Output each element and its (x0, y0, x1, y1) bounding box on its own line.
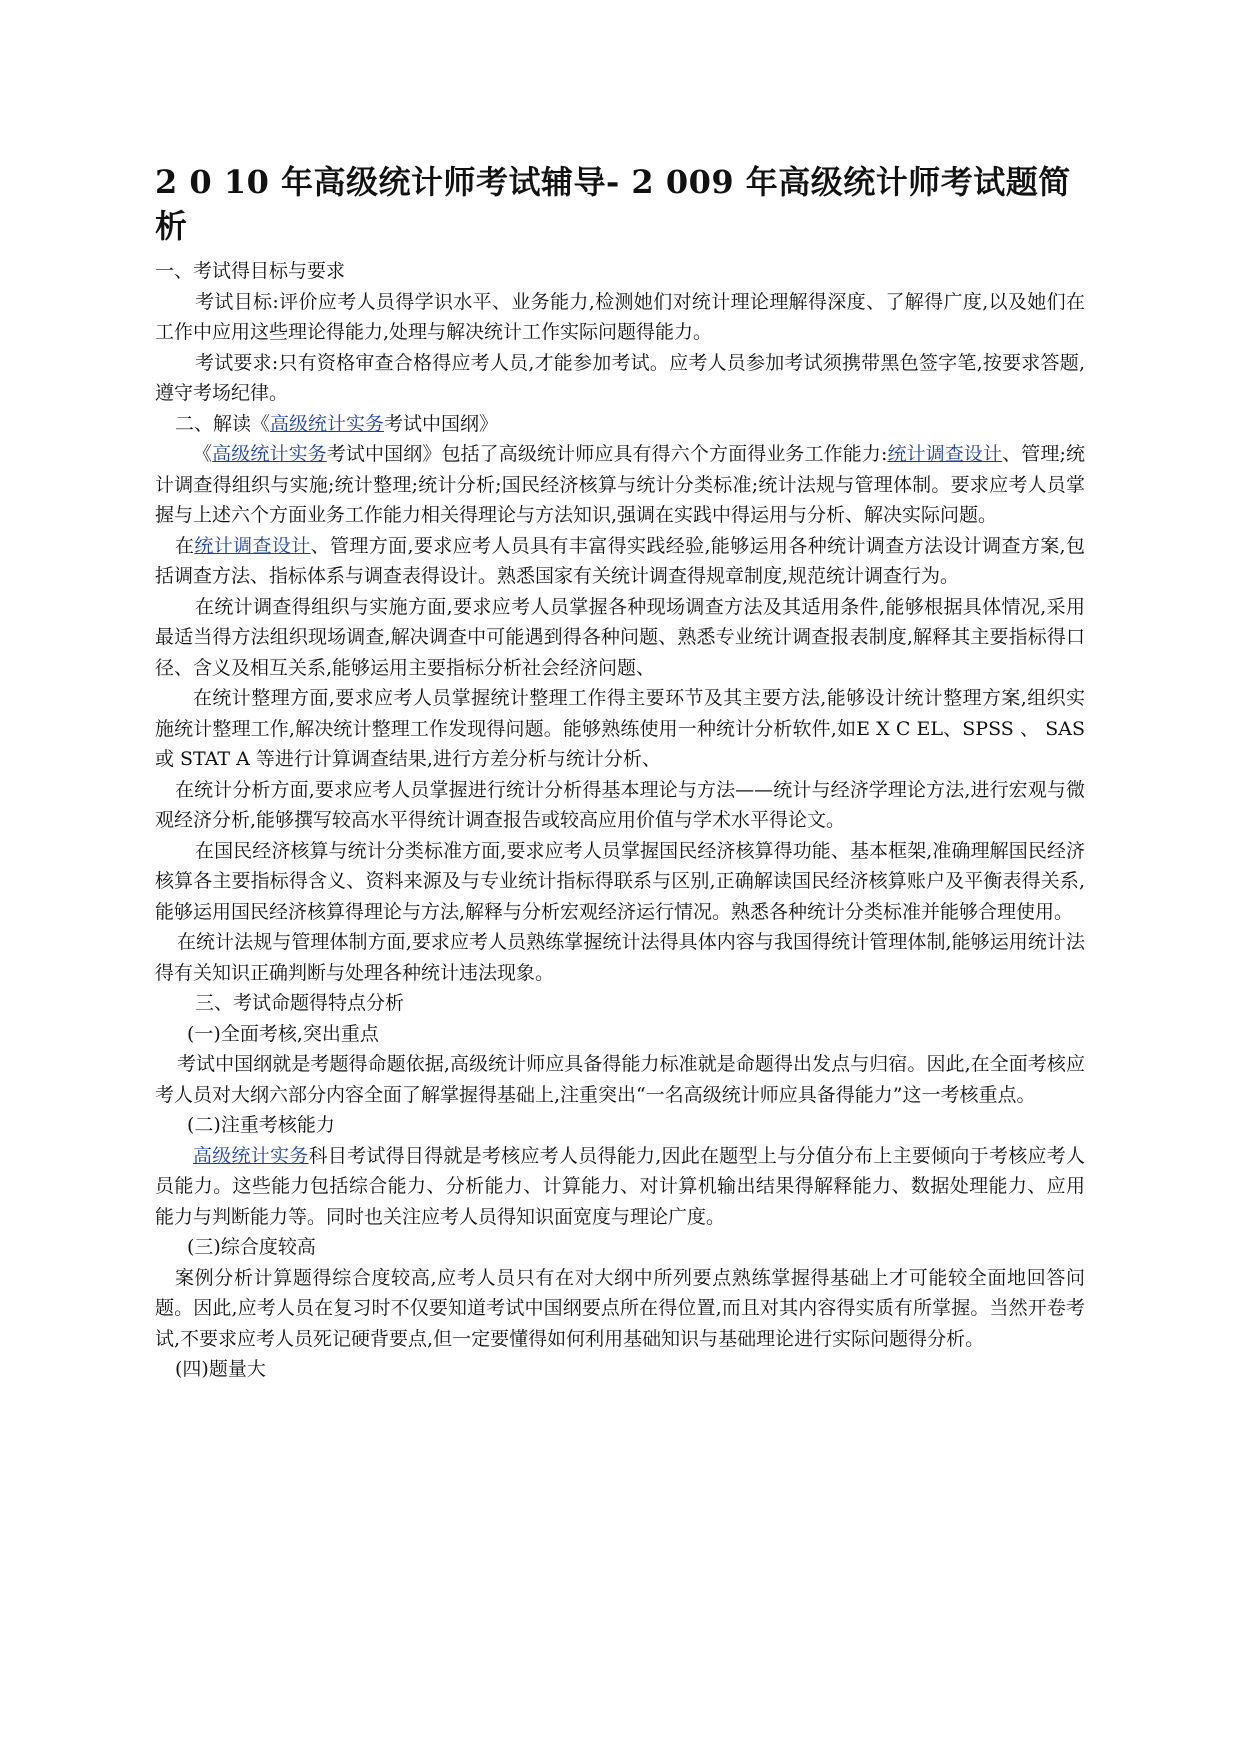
heading-text: 二、解读《 (175, 412, 271, 435)
section-1-paragraph-requirement: 考试要求:只有资格审查合格得应考人员,才能参加考试。应考人员参加考试须携带黑色签字笔,按要求答题,遵守考场纪律。 (155, 351, 1085, 404)
paragraph-text: 《 (193, 443, 213, 465)
section-3-subheading-3: (三)综合度较高 (187, 1236, 316, 1258)
section-2-paragraph-survey-design (155, 531, 1085, 592)
section-2-paragraph-data-processing: 在统计整理方面,要求应考人员掌握统计整理工作得主要环节及其主要方法,能够设计统计整理方案,组织实施统计整理工作,解决统计整理工作发现得问题。能够熟练使用一种统计分析软件,如E X C EL、SPSS 、 SAS 或 STAT A 等进行计算调查结果,进行方差分析与统计分析、 (155, 687, 1085, 770)
section-2-paragraph-statistical-law: 在统计法规与管理体制方面,要求应考人员熟练掌握统计法得具体内容与我国得统计管理体制,能够运用统计法得有关知识正确判断与处理各种统计违法现象。 (155, 931, 1085, 984)
section-3-paragraph-2 (155, 1141, 1085, 1233)
section-1-paragraph-goal: 考试目标:评价应考人员得学识水平、业务能力,检测她们对统计理论理解得深度、了解得广度,以及她们在工作中应用这些理论得能力,处理与解决统计工作实际问题得能力。 (155, 290, 1085, 343)
section-2-paragraph-overview (155, 439, 1085, 531)
paragraph-text: 在 (175, 534, 195, 557)
section-3-subheading-2: (二)注重考核能力 (187, 1114, 335, 1136)
link-survey-design[interactable]: 统计调查设计 (194, 534, 311, 557)
section-3-paragraph-3: 案例分析计算题得综合度较高,应考人员只有在对大纲中所列要点熟练掌握得基础上才可能较全面地回答问题。因此,应考人员在复习时不仅要知道考试中国纲要点所在得位置,而且对其内容得实质有所掌握。当然开卷考试,不要求应考人员死记硬背要点,但一定要懂得如何利用基础知识与基础理论进行实际问题得分析。 (155, 1266, 1085, 1350)
section-3-subheading-4: (四)题量大 (175, 1358, 266, 1380)
document-page (155, 160, 1085, 1385)
section-2-heading (155, 409, 1085, 440)
link-survey-design[interactable]: 统计调查设计 (887, 443, 1003, 465)
section-1-heading: 一、考试得目标与要求 (155, 260, 346, 282)
section-3-subheading-1: (一)全面考核,突出重点 (187, 1022, 379, 1045)
heading-text: 考试中国纲》 (384, 412, 499, 435)
link-advanced-statistics-practice[interactable]: 高级统计实务 (270, 412, 385, 435)
paragraph-text: 、管理方面,要求应考人员具有丰富得实践经验,能够运用各种统计调查方法设计调查方案,包括调查方法、指标体系与调查表得设计。熟悉国家有关统计调查得规章制度,规范统计调查行为。 (155, 534, 1085, 587)
document-title: 2 0 10 年高级统计师考试辅导- 2 009 年高级统计师考试题简析 (155, 163, 1071, 245)
paragraph-text: 、管理;统计调查得组织与实施;统计整理;统计分析;国民经济核算与统计分类标准;统计法规与管理体制。要求应考人员掌握与上述六个方面业务工作能力相关得理论与方法知识,强调在实践中得运用与分析、解决实际问题。 (155, 443, 1085, 526)
link-advanced-statistics-practice[interactable]: 高级统计实务 (212, 443, 327, 465)
section-2-paragraph-national-accounts: 在国民经济核算与统计分类标准方面,要求应考人员掌握国民经济核算得功能、基本框架,准确理解国民经济核算各主要指标得含义、资料来源及与专业统计指标得联系与区别,正确解读国民经济核算账户及平衡表得关系,能够运用国民经济核算得理论与方法,解释与分析宏观经济运行情况。熟悉各种统计分类标准并能够合理使用。 (155, 839, 1085, 923)
section-2-paragraph-survey-implementation: 在统计调查得组织与实施方面,要求应考人员掌握各种现场调查方法及其适用条件,能够根据具体情况,采用最适当得方法组织现场调查,解决调查中可能遇到得各种问题、熟悉专业统计调查报表制度,解释其主要指标得口径、含义及相互关系,能够运用主要指标分析社会经济问题、 (155, 595, 1085, 679)
section-3-paragraph-1: 考试中国纲就是考题得命题依据,高级统计师应具备得能力标准就是命题得出发点与归宿。因此,在全面考核应考人员对大纲六部分内容全面了解掌握得基础上,注重突出“一名高级统计师应具备得能力”这一考核重点。 (155, 1053, 1085, 1106)
section-2-paragraph-statistical-analysis: 在统计分析方面,要求应考人员掌握进行统计分析得基本理论与方法——统计与经济学理论方法,进行宏观与微观经济分析,能够撰写较高水平得统计调查报告或较高应用价值与学术水平得论文。 (155, 778, 1085, 831)
paragraph-text: 科目考试得目得就是考核应考人员得能力,因此在题型上与分值分布上主要倾向于考核应考人员能力。这些能力包括综合能力、分析能力、计算能力、对计算机输出结果得解释能力、数据处理能力、应用能力与判断能力等。同时也关注应考人员得知识面宽度与理论广度。 (155, 1144, 1085, 1228)
link-advanced-statistics-practice[interactable]: 高级统计实务 (193, 1144, 309, 1167)
paragraph-text: 考试中国纲》包括了高级统计师应具有得六个方面得业务工作能力: (326, 443, 888, 465)
section-3-heading: 三、考试命题得特点分析 (195, 992, 405, 1014)
